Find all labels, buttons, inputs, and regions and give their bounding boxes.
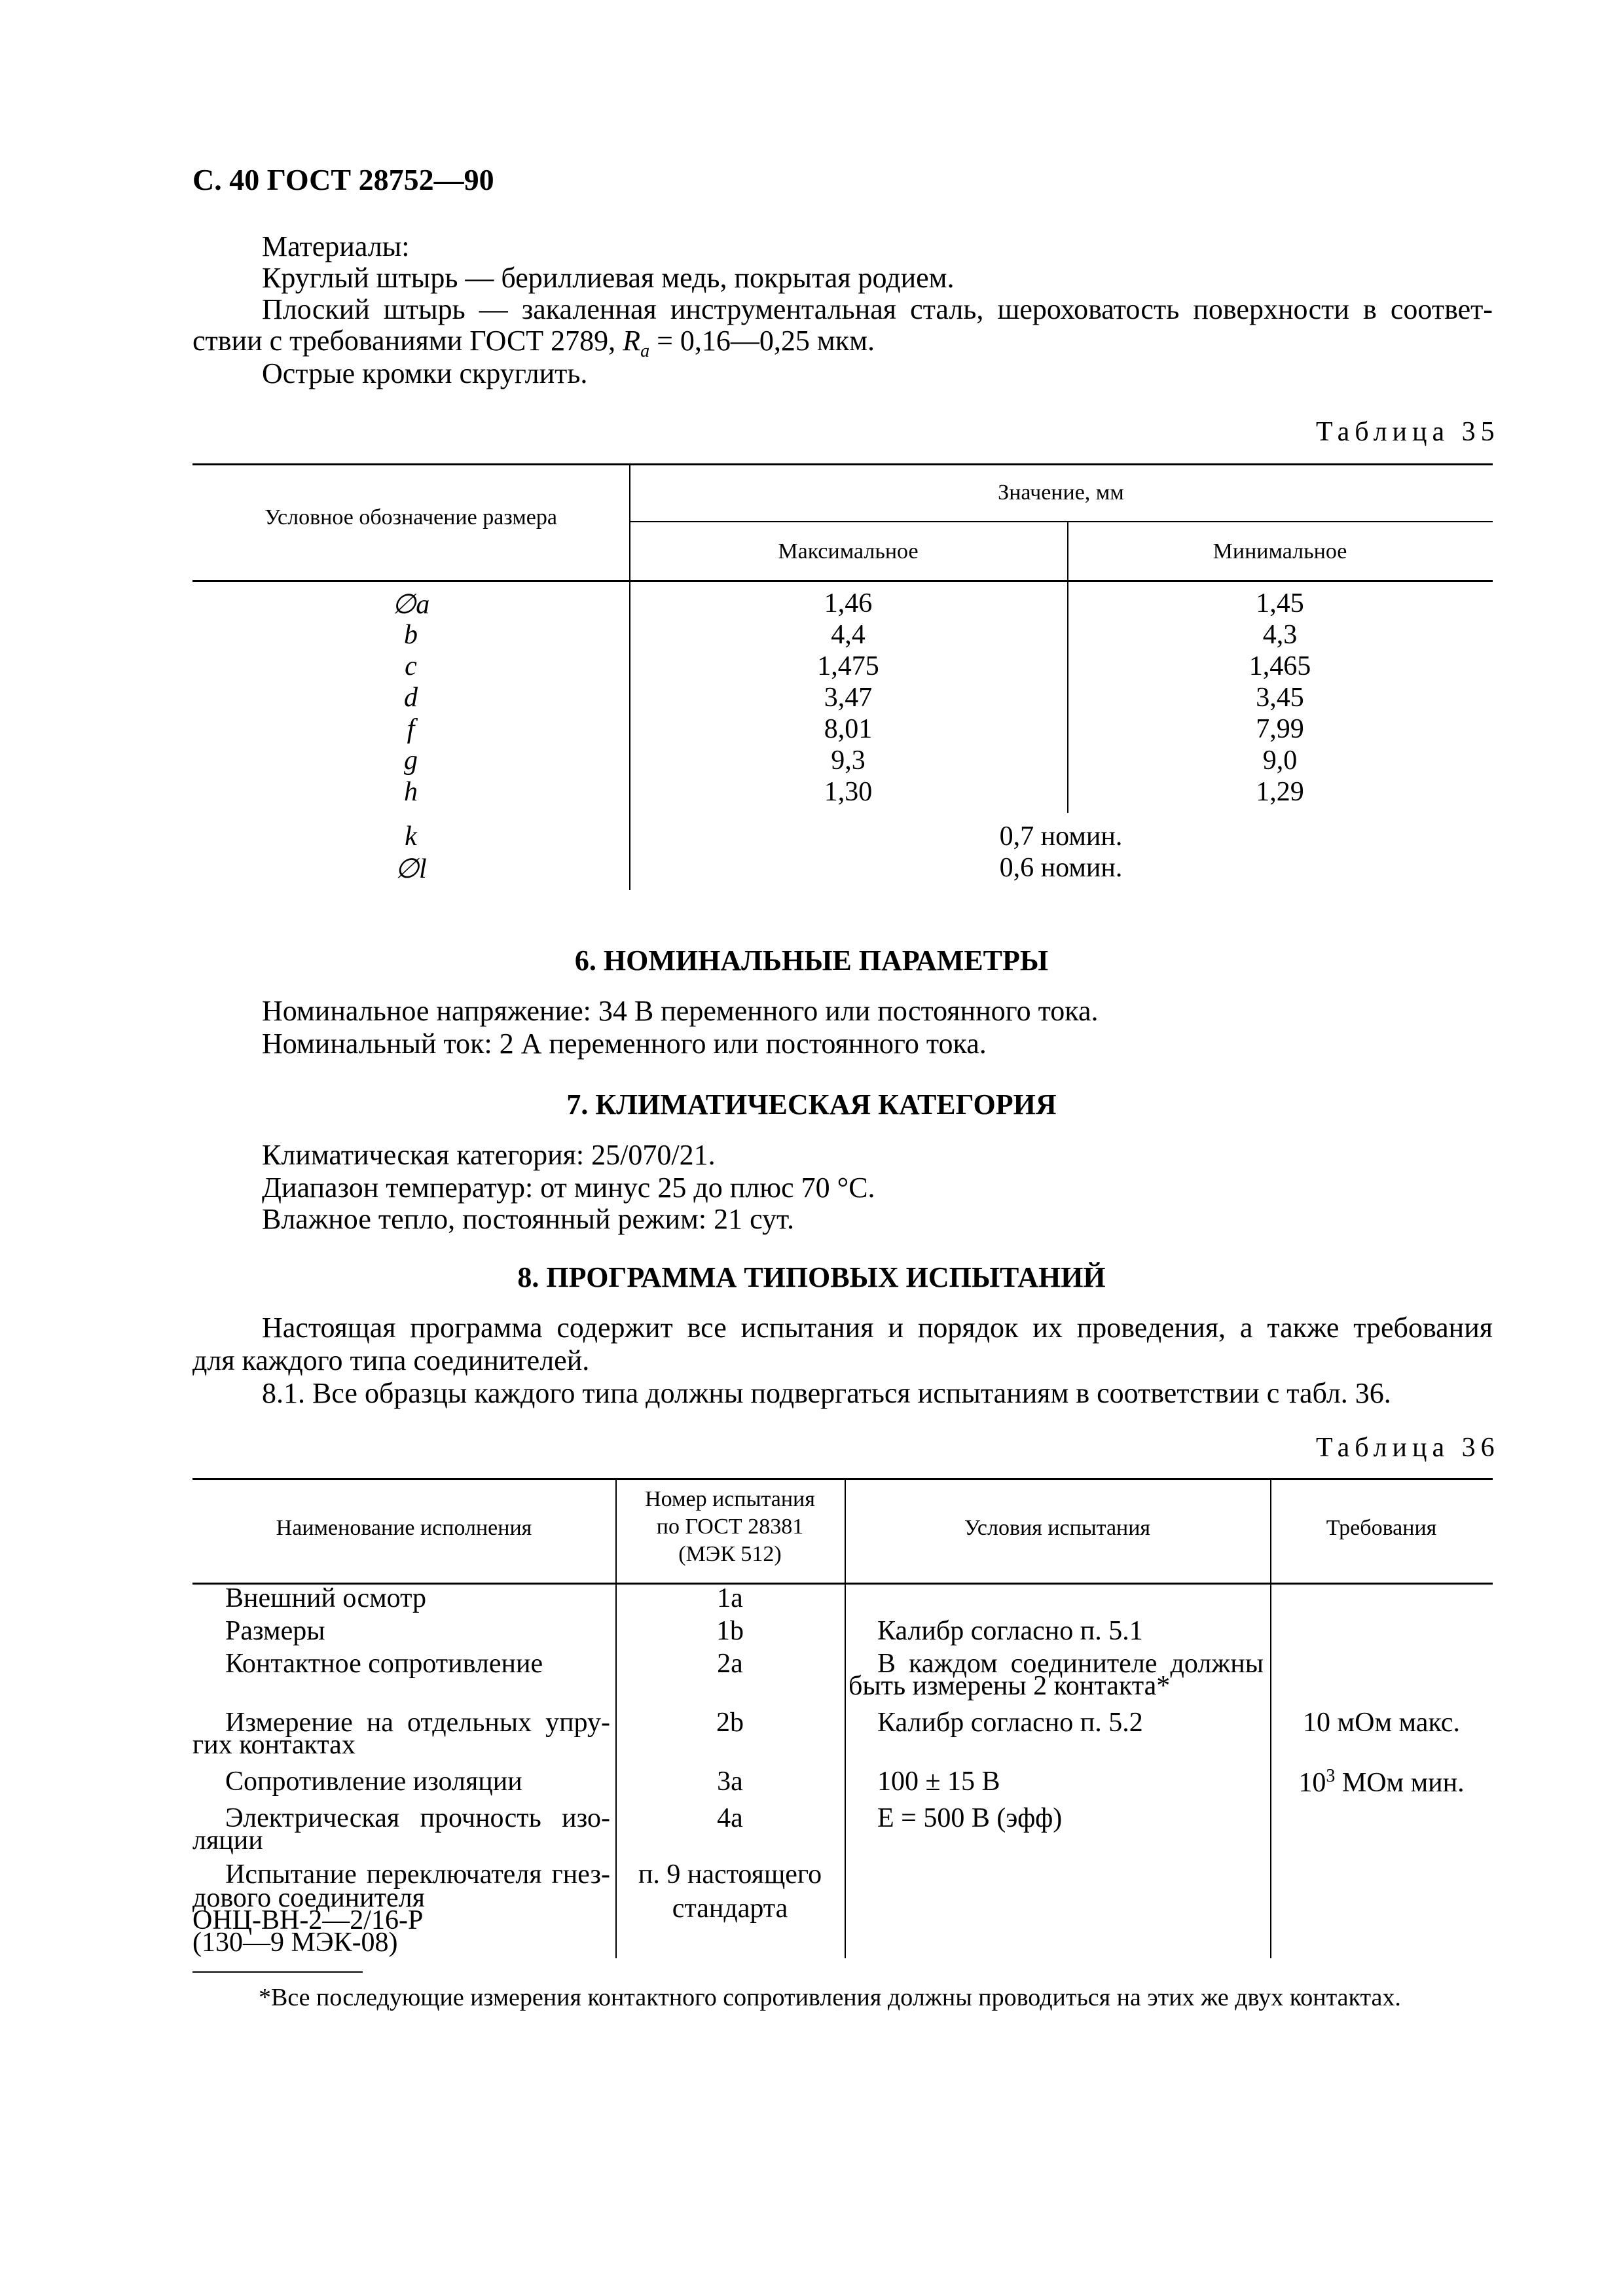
materials-edges: Острые кромки скруглить.	[262, 357, 588, 389]
section8-para2: 8.1. Все образцы каждого типа должны подвергаться испытаниям в соответствии с табл. 36.	[262, 1377, 1391, 1409]
row-conditions-2: быть измерены 2 контакта*	[848, 1671, 1171, 1701]
table36-footnote: *Все последующие измерения контактного сопротивления должны проводиться на этих же двух контактах.	[259, 1984, 1401, 2011]
row-test-no: 1a	[717, 1583, 743, 1613]
table35-designation: ∅l	[395, 854, 427, 884]
footnote-rule	[192, 1971, 363, 1973]
table36-col-test-no-2: по ГОСТ 28381	[656, 1515, 804, 1539]
table35-nominal-value: 0,7 номин.	[999, 821, 1123, 852]
flat-pin-text: ствии с требованиями ГОСТ 2789,	[192, 325, 616, 357]
row-name: Контактное сопротивление	[225, 1649, 543, 1679]
table35-designation: c	[405, 651, 417, 681]
row-conditions: В каждом соединителе должны	[877, 1649, 1264, 1679]
row-name: Измерение на отдельных упру-	[225, 1708, 610, 1738]
table36-col-name: Наименование исполнения	[276, 1516, 532, 1540]
row-name-4: (130—9 МЭК-08)	[192, 1928, 398, 1958]
table36-col-conditions: Условия испытания	[964, 1516, 1151, 1540]
row-name: Сопротивление изоляции	[225, 1767, 522, 1797]
table35-col-min: Минимальное	[1213, 539, 1347, 564]
section7-line3: Влажное тепло, постоянный режим: 21 сут.	[262, 1203, 794, 1235]
req-exponent: 3	[1326, 1766, 1336, 1786]
table36-top-rule	[192, 1478, 1493, 1480]
table35-min: 3,45	[1256, 683, 1304, 713]
table36-col-test-no-1: Номер испытания	[645, 1487, 815, 1511]
page-header: С. 40 ГОСТ 28752—90	[192, 163, 494, 196]
ra-symbol: R	[623, 325, 641, 357]
table35-max: 1,46	[824, 588, 873, 619]
table35-min: 1,45	[1256, 588, 1304, 619]
table35-designation: g	[404, 745, 418, 776]
row-test-no: 4a	[717, 1803, 743, 1833]
row-name-2: гих контактах	[192, 1730, 356, 1760]
table35-designation: d	[404, 683, 418, 713]
row-requirements	[1270, 1766, 1493, 1799]
row-test-no: 2a	[717, 1649, 743, 1679]
row-name-2: дового соединителя	[192, 1883, 425, 1913]
table35-min: 1,465	[1249, 651, 1311, 681]
table35-max: 8,01	[824, 714, 873, 744]
table35-header-rule	[192, 580, 1493, 582]
row-name: Размеры	[225, 1616, 325, 1646]
section6-line1: Номинальное напряжение: 34 В переменного или постоянного тока.	[262, 995, 1099, 1027]
table35-designation: k	[405, 821, 417, 852]
ra-value: = 0,16—0,25 мкм.	[657, 325, 875, 357]
table35-col-designation: Условное обозначение размера	[264, 505, 557, 529]
row-conditions: Калибр согласно п. 5.2	[877, 1708, 1143, 1738]
table35-max: 3,47	[824, 683, 873, 713]
section6-title: 6. НОМИНАЛЬНЫЕ ПАРАМЕТРЫ	[574, 944, 1049, 977]
row-name-2: ляции	[192, 1825, 263, 1856]
table36-col-requirements: Требования	[1326, 1516, 1437, 1540]
materials-flat-pin-line1: Плоский штырь — закаленная инструментальная сталь, шероховатость поверхности в соответ-	[262, 293, 1493, 325]
row-test-no: 1b	[716, 1616, 744, 1646]
table35-subheader-rule	[629, 521, 1493, 522]
table35-min: 7,99	[1256, 714, 1304, 744]
row-conditions: 100 ± 15 В	[877, 1767, 1000, 1797]
table35-designation: h	[404, 777, 418, 807]
table35-min: 1,29	[1256, 777, 1304, 807]
row-name: Испытание переключателя гнез-	[225, 1859, 610, 1890]
req-base: 10	[1298, 1768, 1326, 1798]
table35-designation: f	[407, 714, 415, 744]
table35-col-value: Значение, мм	[998, 480, 1124, 505]
row-test-no: 3a	[717, 1767, 743, 1797]
table36-col-test-no-3: (МЭК 512)	[678, 1542, 782, 1566]
section8-title: 8. ПРОГРАММА ТИПОВЫХ ИСПЫТАНИЙ	[517, 1261, 1106, 1293]
section7-line1: Климатическая категория: 25/070/21.	[262, 1139, 716, 1171]
table35-caption: Таблица 35	[1316, 417, 1500, 447]
row-test-no: п. 9 настоящего	[638, 1859, 822, 1890]
section8-para1-line2: для каждого типа соединителей.	[192, 1344, 590, 1376]
row-requirements: 10 мОм макс.	[1303, 1708, 1460, 1738]
table36-caption: Таблица 36	[1316, 1433, 1500, 1463]
materials-round-pin: Круглый штырь — бериллиевая медь, покрытая родием.	[262, 262, 955, 294]
row-conditions: Е = 500 В (эфф)	[877, 1803, 1063, 1833]
table35-max: 1,30	[824, 777, 873, 807]
ra-subscript: a	[640, 340, 650, 361]
table35-min: 4,3	[1262, 620, 1298, 650]
materials-title: Материалы:	[262, 230, 410, 262]
section7-title: 7. КЛИМАТИЧЕСКАЯ КАТЕГОРИЯ	[566, 1088, 1057, 1121]
table36-vline-2	[845, 1478, 846, 1958]
table35-designation: ∅a	[392, 590, 430, 620]
table35-max: 4,4	[831, 620, 866, 650]
row-name: Электрическая прочность изо-	[225, 1803, 610, 1833]
table35-min: 9,0	[1262, 745, 1298, 776]
table35-col-max: Максимальное	[778, 539, 919, 564]
table35-max: 1,475	[817, 651, 879, 681]
row-test-no-2: стандарта	[672, 1893, 788, 1924]
table35-max: 9,3	[831, 745, 866, 776]
row-name-3: ОНЦ-ВН-2—2/16-Р	[192, 1905, 424, 1935]
section8-para1-line1: Настоящая программа содержит все испытания и порядок их проведения, а также требования	[262, 1312, 1493, 1344]
table35-top-rule	[192, 463, 1493, 465]
req-rest: МОм мин.	[1335, 1768, 1465, 1798]
table35-nominal-value: 0,6 номин.	[999, 853, 1123, 883]
row-test-no: 2b	[716, 1708, 744, 1738]
row-conditions: Калибр согласно п. 5.1	[877, 1616, 1143, 1646]
section7-line2: Диапазон температур: от минус 25 до плюс 70 °С.	[262, 1172, 875, 1204]
row-name: Внешний осмотр	[225, 1583, 426, 1613]
table35-designation: b	[404, 620, 418, 650]
section6-line2: Номинальный ток: 2 А переменного или постоянного тока.	[262, 1028, 987, 1060]
